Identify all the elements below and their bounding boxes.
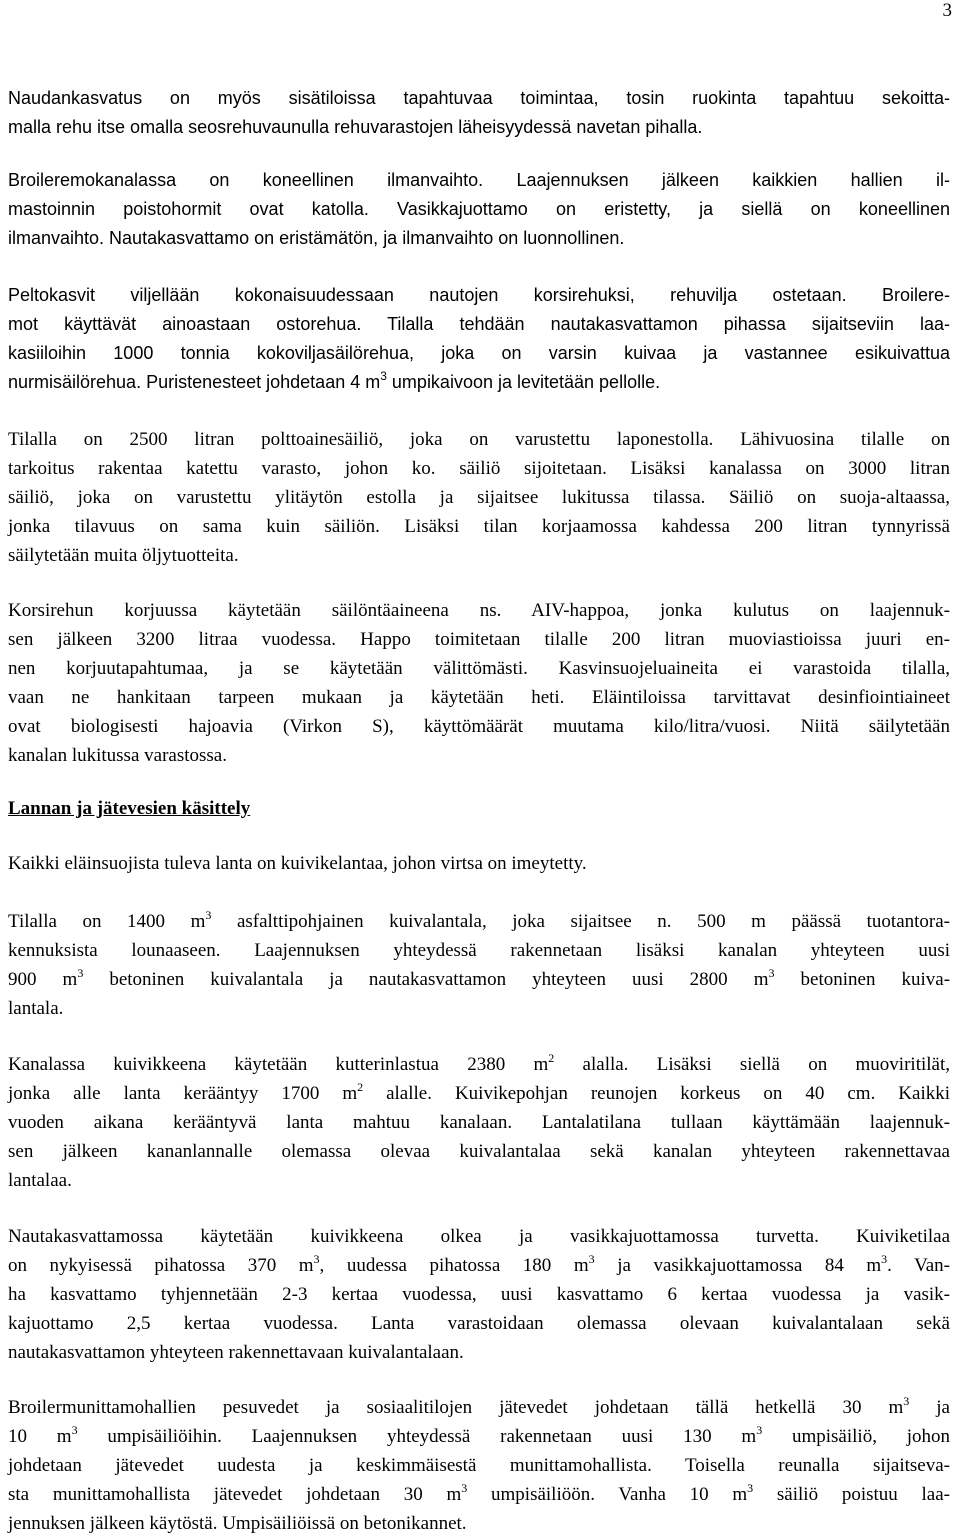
text-line: johdetaan jätevedet uudesta ja keskimmäisestä munittamohallista. Toisella reunalla sijaitseva- <box>8 1455 950 1476</box>
paragraph-crops <box>8 281 950 397</box>
paragraph-wastewater <box>8 1393 950 1538</box>
superscript: 3 <box>588 1252 595 1266</box>
text-line: nautakasvattamon yhteyteen rakennettavaan kuivalantalaan. <box>8 1342 464 1363</box>
text-fragment: jonka alle lanta kerääntyy 1700 m <box>8 1083 358 1104</box>
text-line: Naudankasvatus on myös sisätiloissa tapahtuvaa toimintaa, tosin ruokinta tapahtuu sekoitta- <box>8 88 950 108</box>
text-fragment: sta munittamohallista jätevedet johdetaan 30 m <box>8 1484 462 1505</box>
paragraph-fuel-storage <box>8 425 950 570</box>
text-line: sen jälkeen 3200 litraa vuodessa. Happo toimitetaan tilalle 200 litran muoviastioissa juuri en- <box>8 629 950 650</box>
text-fragment: ja vasikkajuottamossa 84 m <box>617 1255 882 1276</box>
text-line: Kaikki eläinsuojista tuleva lanta on kuivikelantaa, johon virtsa on imeytetty. <box>8 853 587 874</box>
text-fragment: 900 m <box>8 969 78 990</box>
superscript: 3 <box>77 966 84 980</box>
text-line: säiliö, joka on varustettu ylitäytön estolla ja sijaitsee lukitussa tilassa. Säiliö on suoja-altaassa, <box>8 487 950 508</box>
paragraph-manure-storage <box>8 907 950 1023</box>
superscript: 3 <box>768 966 775 980</box>
text-line: Broileremokanalassa on koneellinen ilmanvaihto. Laajennuksen jälkeen kaikkien hallien il- <box>8 170 950 190</box>
text-fragment: Broilermunittamohallien pesuvedet ja sosiaalitilojen jätevedet johdetaan tällä hetkellä 30 m <box>8 1397 904 1418</box>
superscript: 3 <box>903 1394 910 1408</box>
text-line: sen jälkeen kananlannalle olemassa olevaa kuivalantalaa sekä kanalan yhteyteen rakennettavaa <box>8 1141 950 1162</box>
text-line: ovat biologisesti hajoavia (Virkon S), käyttömäärät muutama kilo/litra/vuosi. Niitä säilytetään <box>8 716 950 737</box>
text-line <box>8 1050 950 1079</box>
text-line: kasiiloihin 1000 tonnia kokoviljasäilörehua, joka on varsin kuivaa ja vastannee esikuivattua <box>8 343 950 363</box>
text-line <box>8 1393 950 1422</box>
text-fragment: 10 m <box>8 1426 72 1447</box>
page-number: 3 <box>942 0 952 21</box>
text-fragment: betoninen kuivalantala ja nautakasvattamon yhteyteen uusi 2800 m <box>109 969 769 990</box>
text-line: tarkoitus rakentaa katettu varasto, johon ko. säiliö sijoitetaan. Lisäksi kanalassa on 3000 litran <box>8 458 950 479</box>
text-line <box>8 368 950 397</box>
superscript: 3 <box>71 1423 78 1437</box>
superscript: 3 <box>380 369 387 383</box>
text-fragment: umpisäiliöihin. Laajennuksen yhteydessä rakennetaan uusi 130 m <box>107 1426 757 1447</box>
text-line: vaan ne hankitaan tarpeen mukaan ja käytetään heti. Eläintiloissa tarvittavat desinfiointiaineet <box>8 687 950 708</box>
text-line: vuoden aikana kerääntyvä lanta mahtuu kanalaan. Lantalatilana tullaan käyttämään laajennuk- <box>8 1112 950 1133</box>
text-fragment: säiliö poistuu laa- <box>776 1484 950 1505</box>
text-fragment: nurmisäilörehua. Puristenesteet johdetaan 4 m <box>8 372 381 392</box>
text-line <box>8 1251 950 1280</box>
text-line: malla rehu itse omalla seosrehuvaunulla rehuvarastojen läheisyydessä navetan pihalla. <box>8 117 703 137</box>
text-line <box>8 965 950 994</box>
text-line: jennuksen jälkeen käytöstä. Umpisäiliöissä on betonikannet. <box>8 1513 467 1534</box>
text-fragment: ja <box>936 1397 950 1418</box>
text-fragment: umpisäiliö, johon <box>791 1426 951 1447</box>
superscript: 3 <box>881 1252 888 1266</box>
paragraph-ventilation <box>8 166 950 253</box>
superscript: 3 <box>747 1481 754 1495</box>
text-fragment: Tilalla on 1400 m <box>8 911 206 932</box>
text-fragment: betoninen kuiva- <box>800 969 951 990</box>
text-line <box>8 907 950 936</box>
text-line: Peltokasvit viljellään kokonaisuudessaan nautojen korsirehuksi, rehuvilja ostetaan. Broilere- <box>8 285 950 305</box>
text-line: Tilalla on 2500 litran polttoainesäiliö, joka on varustettu laponestolla. Lähivuosina tilalle on <box>8 429 950 450</box>
superscript: 2 <box>357 1080 364 1094</box>
text-line: Nautakasvattamossa käytetään kuivikkeena olkea ja vasikkajuottamossa turvetta. Kuiviketilaa <box>8 1226 950 1247</box>
text-fragment: asfalttipohjainen kuivalantala, joka sijaitsee n. 500 m päässä tuotantora- <box>236 911 950 932</box>
text-line <box>8 1079 950 1108</box>
paragraph-livestock-feeding <box>8 84 950 142</box>
text-line: Korsirehun korjuussa käytetään säilöntäaineena ns. AIV-happoa, jonka kulutus on laajennuk- <box>8 600 950 621</box>
text-line: säilytetään muita öljytuotteita. <box>8 545 239 566</box>
text-fragment: umpisäiliöön. Vanha 10 m <box>491 1484 748 1505</box>
superscript: 3 <box>313 1252 320 1266</box>
text-line: mot käyttävät ainoastaan ostorehua. Tilalla tehdään nautakasvattamon pihassa sijaitseviin laa- <box>8 314 950 334</box>
paragraph-cattle-litter <box>8 1222 950 1367</box>
text-line: kanalan lukitussa varastossa. <box>8 745 227 766</box>
section-heading: Lannan ja jätevesien käsittely <box>8 798 251 819</box>
text-line: ilmanvaihto. Nautakasvattamo on eristämätön, ja ilmanvaihto on luonnollinen. <box>8 228 625 248</box>
text-line: ha kasvattamo tyhjennetään 2-3 kertaa vuodessa, uusi kasvattamo 6 kertaa vuodessa ja vasik- <box>8 1284 950 1305</box>
text-fragment: , uudessa pihatossa 180 m <box>319 1255 589 1276</box>
text-line <box>8 1422 950 1451</box>
text-line: lantala. <box>8 998 64 1019</box>
paragraph-henhouse-litter <box>8 1050 950 1195</box>
text-fragment: umpikaivoon ja levitetään pellolle. <box>391 372 661 392</box>
superscript: 2 <box>548 1051 555 1065</box>
text-line: mastoinnin poistohormit ovat katolla. Vasikkajuottamo on eristetty, ja siellä on koneellinen <box>8 199 950 219</box>
text-line: kajuottamo 2,5 kertaa vuodessa. Lanta varastoidaan olemassa olevaan kuivalantalaan sekä <box>8 1313 950 1334</box>
paragraph-chemicals <box>8 596 950 770</box>
text-fragment: . Van- <box>887 1255 950 1276</box>
superscript: 3 <box>205 908 212 922</box>
superscript: 3 <box>461 1481 468 1495</box>
text-line: nen korjuutapahtumaa, ja se käytetään välittömästi. Kasvinsuojeluaineita ei varastoida tilalla, <box>8 658 950 679</box>
text-fragment: Kanalassa kuivikkeena käytetään kutterinlastua 2380 m <box>8 1054 549 1075</box>
text-fragment: alalle. Kuivikepohjan reunojen korkeus on 40 cm. Kaikki <box>386 1083 951 1104</box>
text-fragment: alalla. Lisäksi siellä on muoviritilät, <box>582 1054 950 1075</box>
text-line <box>8 1480 950 1509</box>
paragraph-manure <box>8 849 950 878</box>
text-line: kennuksista lounaaseen. Laajennuksen yhteydessä rakennetaan lisäksi kanalan yhteyteen uusi <box>8 940 950 961</box>
superscript: 3 <box>756 1423 763 1437</box>
text-fragment: on nykyisessä pihatossa 370 m <box>8 1255 314 1276</box>
text-line: jonka tilavuus on sama kuin säiliön. Lisäksi tilan korjaamossa kahdessa 200 litran tynnyrissä <box>8 516 950 537</box>
text-line: lantalaa. <box>8 1170 72 1191</box>
